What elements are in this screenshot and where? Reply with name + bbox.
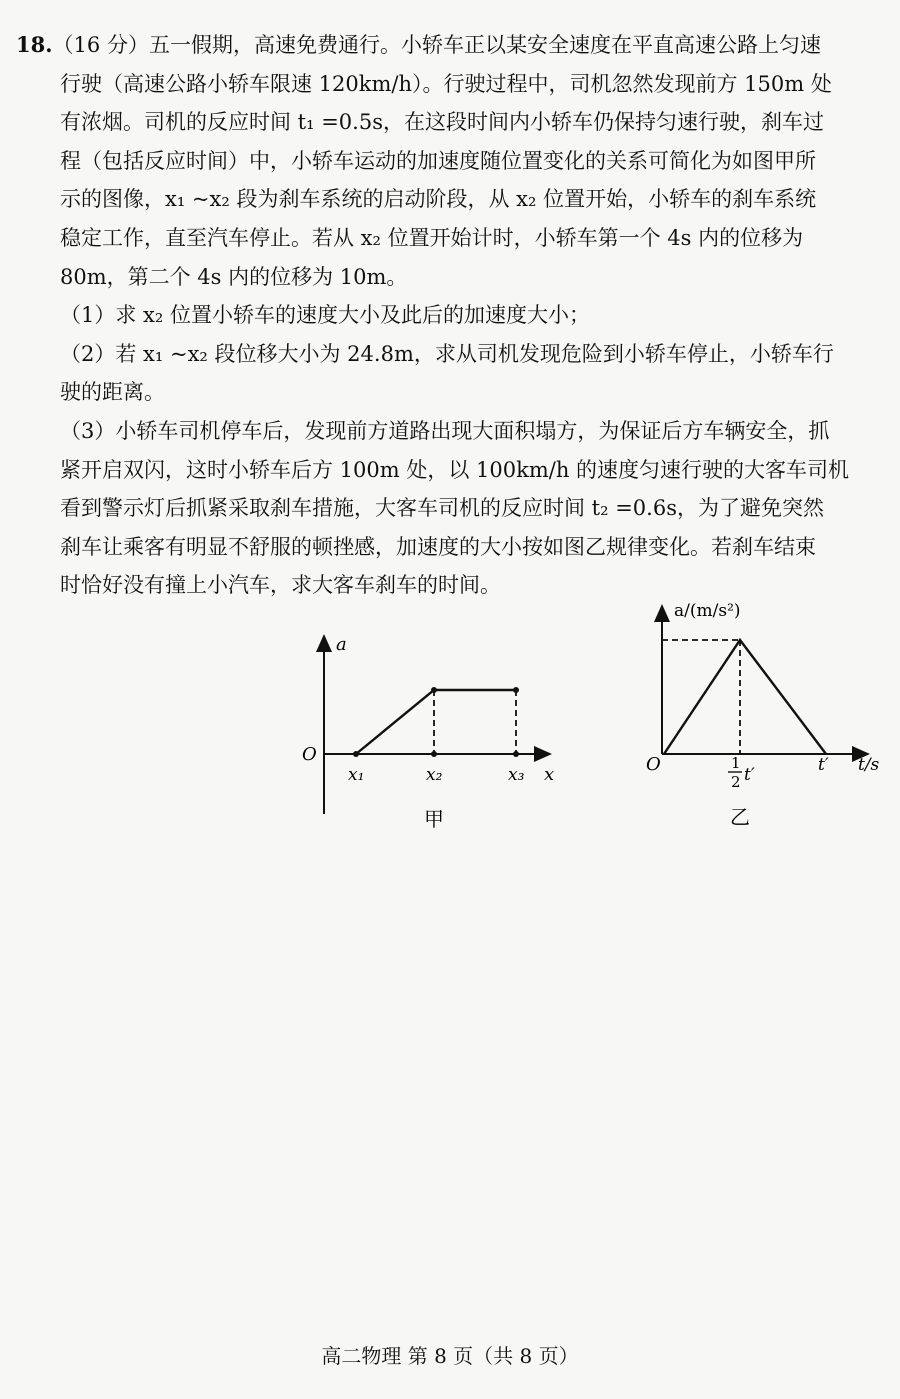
problem-line: 行驶（高速公路小轿车限速 120km/h）。行驶过程中，司机忽然发现前方 150m 处 [60, 71, 832, 96]
yi-x-label: t/s [858, 755, 880, 775]
problem-number: 18. [16, 32, 53, 57]
problem-18 [16, 26, 876, 605]
sub-question-3: （3）小轿车司机停车后，发现前方道路出现大面积塌方，为保证后方车辆安全，抓 [60, 418, 830, 443]
problem-line: 程（包括反应时间）中，小轿车运动的加速度随位置变化的关系可简化为如图甲所 [60, 148, 816, 173]
problem-line: 看到警示灯后抓紧采取刹车措施，大客车司机的反应时间 t₂ =0.6s，为了避免突然 [60, 496, 824, 521]
figures [290, 588, 890, 848]
problem-line: 18.（16 分）五一假期，高速免费通行。小轿车正以某安全速度在平直高速公路上匀速 [16, 32, 821, 57]
problem-line: 驶的距离。 [60, 380, 165, 405]
jia-point-x2 [431, 751, 437, 757]
yi-tick-half-var: t′ [744, 765, 755, 785]
jia-origin: O [302, 744, 317, 765]
yi-origin: O [646, 754, 661, 775]
jia-tick-x3: x₃ [508, 765, 525, 785]
sub-question-2: （2）若 x₁ ~x₂ 段位移大小为 24.8m，求从司机发现危险到小轿车停止，小轿车行 [60, 341, 834, 366]
yi-y-label: a/(m/s²) [674, 601, 741, 621]
jia-point-top-x2 [431, 687, 437, 693]
figure-yi [646, 601, 880, 829]
sub-question-1: （1）求 x₂ 位置小轿车的速度大小及此后的加速度大小； [60, 303, 590, 328]
problem-line: 有浓烟。司机的反应时间 t₁ =0.5s，在这段时间内小轿车仍保持匀速行驶，刹车过 [60, 110, 824, 135]
yi-caption: 乙 [730, 805, 750, 829]
problem-line: 时恰好没有撞上小汽车，求大客车刹车的时间。 [60, 573, 501, 598]
yi-tick-end: t′ [818, 755, 829, 775]
yi-tick-half [728, 754, 755, 791]
figure-jia [302, 634, 554, 831]
yi-tick-half-den: 2 [731, 773, 741, 791]
figures-svg [290, 588, 890, 848]
problem-line: 刹车让乘客有明显不舒服的顿挫感，加速度的大小按如图乙规律变化。若刹车结束 [60, 534, 816, 559]
jia-caption: 甲 [424, 807, 444, 831]
jia-point-x1 [353, 751, 359, 757]
jia-point-x3 [513, 751, 519, 757]
jia-tick-x1: x₁ [348, 765, 365, 785]
jia-point-top-x3 [513, 687, 519, 693]
page-footer: 高二物理 第 8 页（共 8 页） [321, 1344, 579, 1368]
problem-line: 80m，第二个 4s 内的位移为 10m。 [60, 264, 408, 289]
problem-line: 示的图像，x₁ ~x₂ 段为刹车系统的启动阶段，从 x₂ 位置开始，小轿车的刹车系统 [60, 187, 817, 212]
problem-line: 紧开启双闪，这时小轿车后方 100m 处，以 100km/h 的速度匀速行驶的大客车司机 [60, 457, 850, 482]
jia-x-label: x [544, 764, 555, 785]
jia-tick-x2: x₂ [426, 765, 443, 785]
jia-a-curve [356, 690, 516, 754]
problem-line: 稳定工作，直至汽车停止。若从 x₂ 位置开始计时，小轿车第一个 4s 内的位移为 [60, 225, 804, 250]
jia-y-label: a [336, 634, 347, 655]
yi-tick-half-num: 1 [731, 754, 741, 772]
yi-a-curve [664, 640, 826, 754]
